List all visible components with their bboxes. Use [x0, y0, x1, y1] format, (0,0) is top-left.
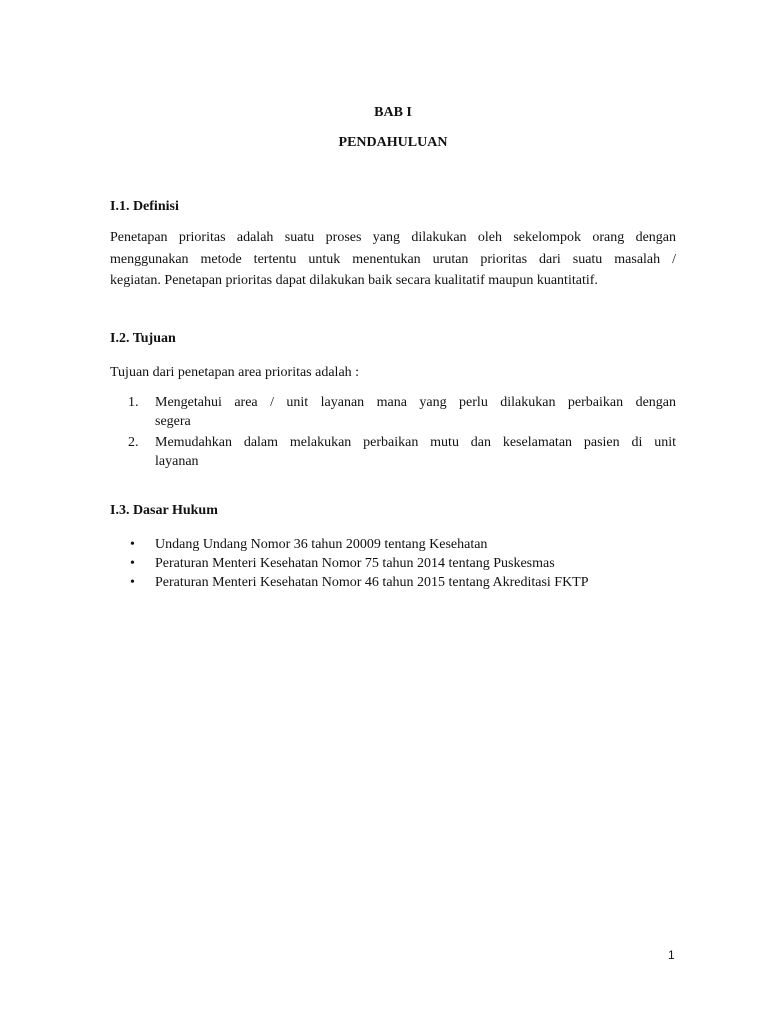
list-item-line: Memudahkan dalam melakukan perbaikan mutu dan keselamatan pasien di unit: [155, 435, 676, 450]
list-number: 1.: [128, 395, 139, 410]
paragraph-line: kegiatan. Penetapan prioritas dapat dilakukan baik secara kualitatif maupun kuantitatif.: [110, 273, 598, 288]
section-heading-definisi: I.1. Definisi: [110, 199, 179, 214]
list-item-line: layanan: [155, 454, 199, 469]
bullet-icon: •: [130, 537, 135, 552]
section-heading-tujuan: I.2. Tujuan: [110, 331, 176, 346]
bullet-icon: •: [130, 556, 135, 571]
list-item: [110, 535, 676, 554]
section-heading-dasar-hukum: I.3. Dasar Hukum: [110, 503, 218, 518]
list-item-text: Undang Undang Nomor 36 tahun 20009 tentang Kesehatan: [155, 537, 488, 552]
page-number: 1: [668, 948, 675, 962]
chapter-title: PENDAHULUAN: [338, 135, 448, 150]
list-item-text: Peraturan Menteri Kesehatan Nomor 46 tahun 2015 tentang Akreditasi FKTP: [155, 575, 589, 590]
list-item: [110, 554, 676, 573]
list-item-line: Mengetahui area / unit layanan mana yang perlu dilakukan perbaikan dengan: [155, 395, 676, 410]
chapter-number: BAB I: [374, 105, 412, 120]
list-item-text: Peraturan Menteri Kesehatan Nomor 75 tahun 2014 tentang Puskesmas: [155, 556, 555, 571]
list-item: [110, 433, 676, 471]
paragraph-line: menggunakan metode tertentu untuk menentukan urutan prioritas dari suatu masalah /: [110, 251, 676, 267]
definisi-paragraph: [110, 227, 676, 292]
list-number: 2.: [128, 435, 139, 450]
tujuan-intro: Tujuan dari penetapan area prioritas adalah :: [110, 365, 360, 380]
dasar-hukum-list: [110, 535, 676, 592]
tujuan-list: [110, 393, 676, 473]
paragraph-line: Penetapan prioritas adalah suatu proses yang dilakukan oleh sekelompok orang dengan: [110, 230, 676, 245]
bullet-icon: •: [130, 575, 135, 590]
list-item-line: segera: [155, 414, 191, 429]
list-item: [110, 393, 676, 431]
list-item: [110, 573, 676, 592]
